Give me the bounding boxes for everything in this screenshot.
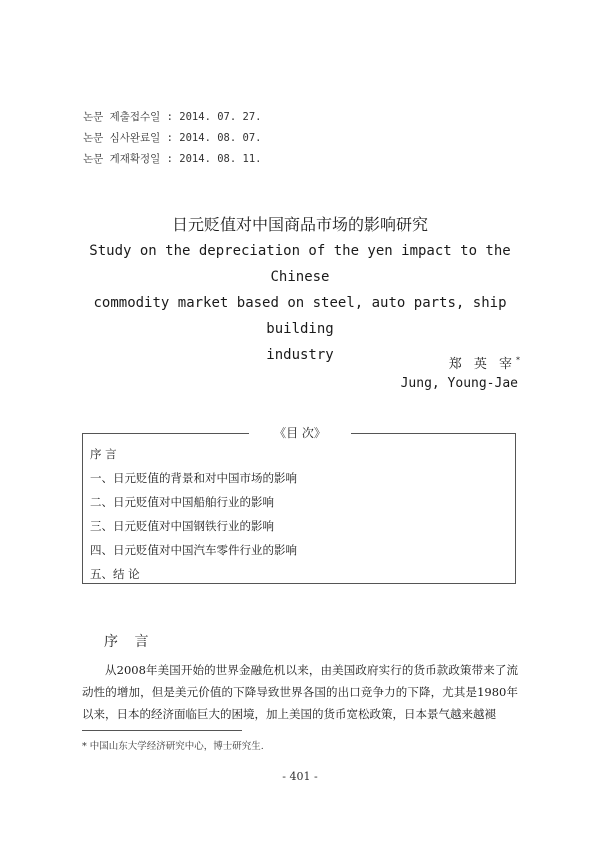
author-footnote-marker: *: [516, 355, 520, 365]
author-name-text: 郑 英 宰: [448, 357, 516, 372]
paper-title-chinese: 日元贬值对中国商品市场的影响研究: [171, 215, 428, 234]
toc-item: 三、日元贬值对中国钢铁行业的影响: [90, 519, 274, 533]
author-name-english: Jung, Young-Jae: [400, 376, 518, 391]
title-english-line: Study on the depreciation of the yen impact to the Chinese: [89, 243, 511, 285]
footnote-divider: [82, 730, 242, 731]
meta-line-reviewed: 논문 심사완료일 : 2014. 08. 07.: [83, 132, 262, 144]
title-english-line: industry: [266, 347, 334, 363]
footnote: * 中国山东大学经济研究中心，博士研究生.: [82, 741, 264, 752]
toc-item: 序 言: [90, 447, 117, 461]
author-name-chinese: [449, 353, 520, 372]
title-english-line: commodity market based on steel, auto parts, ship building: [93, 295, 507, 337]
paper-title-english: [80, 238, 520, 368]
section-heading: 序 言: [104, 634, 155, 650]
toc-item: 二、日元贬值对中国船舶行业的影响: [90, 495, 274, 509]
body-paragraph: 从2008年美国开始的世界金融危机以来，由美国政府实行的货币款政策带来了流动性的增加，但是美元价值的下降导致世界各国的出口竞争力的下降，尤其是1980年以来，日本的经济面临巨大的困境，加上美国的货币宽松政策，日本景气越来越褪: [82, 663, 518, 721]
toc-item: 一、日元贬值的背景和对中国市场的影响: [90, 471, 297, 485]
toc-item: 五、结 论: [90, 567, 140, 581]
toc-item: 四、日元贬值对中国汽车零件行业的影响: [90, 543, 297, 557]
toc-list: [90, 444, 297, 588]
page-number: - 401 -: [282, 770, 318, 783]
meta-line-received: 논문 제출접수일 : 2014. 07. 27.: [83, 111, 262, 123]
submission-dates: [83, 107, 261, 170]
meta-line-accepted: 논문 게재확정일 : 2014. 08. 11.: [83, 153, 262, 165]
toc-title: 《目 次》: [249, 424, 351, 441]
